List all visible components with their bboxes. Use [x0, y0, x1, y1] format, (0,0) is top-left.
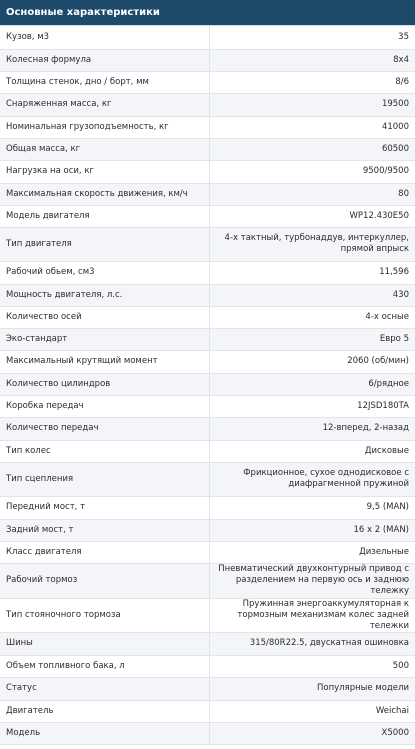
spec-label: Тип сцепления — [0, 462, 210, 496]
spec-label: Количество осей — [0, 306, 210, 328]
spec-row — [0, 227, 415, 261]
specifications-table — [0, 26, 415, 745]
spec-row — [0, 284, 415, 306]
spec-row — [0, 183, 415, 205]
spec-row — [0, 677, 415, 700]
spec-label: Тип колес — [0, 440, 210, 462]
spec-value: 41000 — [210, 116, 415, 138]
spec-label: Количество цилиндров — [0, 373, 210, 395]
spec-row — [0, 138, 415, 160]
spec-value: 19500 — [210, 93, 415, 116]
spec-row — [0, 71, 415, 93]
spec-value: Дисковые — [210, 440, 415, 462]
spec-value: 2060 (об/мин) — [210, 350, 415, 373]
spec-value: 9,5 (MAN) — [210, 496, 415, 519]
spec-label: Передний мост, т — [0, 496, 210, 519]
spec-label: Класс двигателя — [0, 541, 210, 563]
spec-value: Пневматический двухконтурный привод с разделением на первую ось и заднюю тележку — [210, 563, 415, 598]
spec-label: Задний мост, т — [0, 519, 210, 541]
spec-label: Толщина стенок, дно / борт, мм — [0, 71, 210, 93]
spec-label: Максимальная скорость движения, км/ч — [0, 183, 210, 205]
spec-value: Weichai — [210, 700, 415, 722]
spec-label: Нагрузка на оси, кг — [0, 160, 210, 183]
spec-row — [0, 598, 415, 632]
spec-value: Дизельные — [210, 541, 415, 563]
spec-value: 4-х осные — [210, 306, 415, 328]
spec-row — [0, 440, 415, 462]
spec-label: Мощность двигателя, л.с. — [0, 284, 210, 306]
spec-label: Модель — [0, 722, 210, 744]
spec-label: Тип двигателя — [0, 227, 210, 261]
spec-value: 430 — [210, 284, 415, 306]
spec-label: Максимальный крутящий момент — [0, 350, 210, 373]
spec-row — [0, 395, 415, 417]
spec-value: 12JSD180TA — [210, 395, 415, 417]
spec-label: Общая масса, кг — [0, 138, 210, 160]
spec-label: Рабочий тормоз — [0, 563, 210, 598]
spec-row — [0, 373, 415, 395]
spec-value: X5000 — [210, 722, 415, 744]
spec-label: Эко-стандарт — [0, 328, 210, 350]
spec-value: Евро 5 — [210, 328, 415, 350]
spec-value: Популярные модели — [210, 677, 415, 700]
spec-label: Двигатель — [0, 700, 210, 722]
spec-value: 35 — [210, 26, 415, 49]
spec-value: WP12.430E50 — [210, 205, 415, 227]
spec-value: 9500/9500 — [210, 160, 415, 183]
spec-label: Номинальная грузоподъемность, кг — [0, 116, 210, 138]
spec-row — [0, 116, 415, 138]
spec-value: 11,596 — [210, 261, 415, 284]
spec-value: Пружинная энергоаккумуляторная к тормозным механизмам колес задней тележки — [210, 598, 415, 632]
spec-row — [0, 496, 415, 519]
spec-label: Кузов, м3 — [0, 26, 210, 49]
spec-value: 6/рядное — [210, 373, 415, 395]
spec-label: Рабочий обьем, см3 — [0, 261, 210, 284]
spec-row — [0, 563, 415, 598]
spec-row — [0, 519, 415, 541]
spec-row — [0, 328, 415, 350]
spec-row — [0, 160, 415, 183]
spec-row — [0, 700, 415, 722]
spec-value: 315/80R22.5, двускатная ошиновка — [210, 632, 415, 655]
spec-row — [0, 462, 415, 496]
spec-row — [0, 49, 415, 71]
spec-value: 500 — [210, 655, 415, 677]
spec-value: 60500 — [210, 138, 415, 160]
spec-value: 4-х тактный, турбонаддув, интеркуллер, прямой впрыск — [210, 227, 415, 261]
spec-label: Статус — [0, 677, 210, 700]
spec-label: Тип стояночного тормоза — [0, 598, 210, 632]
spec-value: 12-вперед, 2-назад — [210, 417, 415, 440]
spec-label: Коробка передач — [0, 395, 210, 417]
spec-label: Шины — [0, 632, 210, 655]
specifications-title: Основные характеристики — [0, 0, 415, 26]
spec-value: 80 — [210, 183, 415, 205]
spec-row — [0, 417, 415, 440]
spec-row — [0, 541, 415, 563]
spec-row — [0, 350, 415, 373]
specifications-table-body — [0, 26, 415, 744]
spec-label: Снаряженная масса, кг — [0, 93, 210, 116]
spec-label: Колесная формула — [0, 49, 210, 71]
spec-value: Фрикционное, сухое однодисковое с диафрагменной пружиной — [210, 462, 415, 496]
spec-row — [0, 632, 415, 655]
spec-row — [0, 26, 415, 49]
spec-row — [0, 655, 415, 677]
spec-label: Объем топливного бака, л — [0, 655, 210, 677]
spec-value: 8х4 — [210, 49, 415, 71]
spec-row — [0, 205, 415, 227]
spec-value: 16 х 2 (MAN) — [210, 519, 415, 541]
spec-value: 8/6 — [210, 71, 415, 93]
spec-row — [0, 93, 415, 116]
spec-row — [0, 261, 415, 284]
spec-row — [0, 306, 415, 328]
spec-label: Модель двигателя — [0, 205, 210, 227]
spec-label: Количество передач — [0, 417, 210, 440]
spec-row — [0, 722, 415, 744]
